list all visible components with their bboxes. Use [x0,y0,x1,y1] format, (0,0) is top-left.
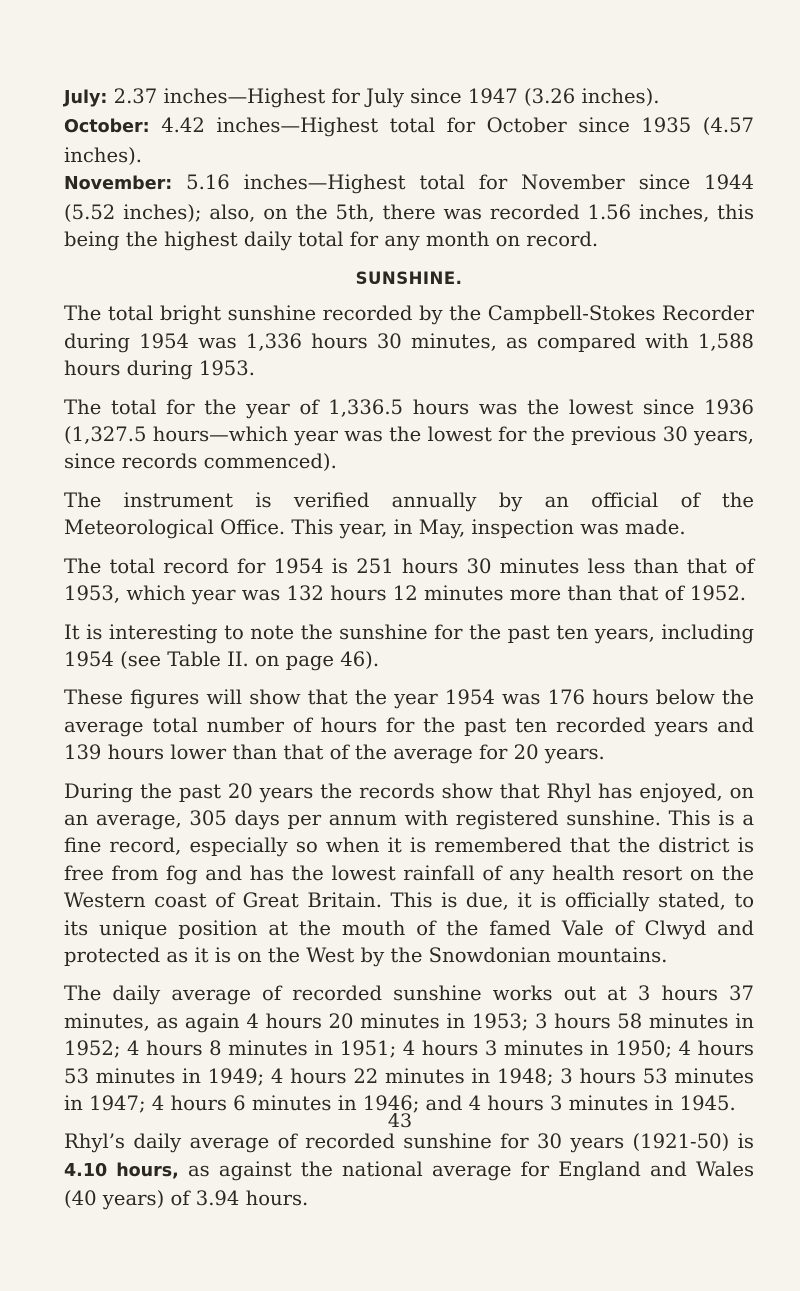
month-label: November: [64,174,173,195]
rainfall-note-july [64,83,754,112]
month-label: October: [64,117,150,138]
rainfall-note-november [64,169,754,253]
paragraph: The daily average of recorded sunshine works out at 3 hours 37 minutes, as again 4 hours 20 minutes in 1953; 3 hours 58 minutes in 1952; 4 hours 8 minutes in 1951; 4 hours 3 minutes in 1950; 4 hours 53 minutes in 1949; 4 hours 22 minutes in 1948; 3 hours 53 minutes in 1947; 4 hours 6 minutes in 1946; and 4 hours 3 minutes in 1945. [64,982,754,1115]
month-label: July: [64,88,108,108]
rainfall-note-october [64,112,754,169]
paragraph: These figures will show that the year 1954 was 176 hours below the average total number of hours for the past ten recorded years and 139 hours lower than that of the average for 20 years. [64,686,754,765]
rainfall-notes [64,83,754,253]
paragraph: The total bright sunshine recorded by the Campbell-Stokes Recorder during 1954 was 1,336 hours 30 minutes, as compared with 1,588 hours during 1953. [64,302,754,381]
note-text: 2.37 inches—Highest for July since 1947 (3.26 inches). [107,85,660,108]
final-text-after: as against the national average for England and Wales (40 years) of 3.94 hours. [64,1157,755,1211]
note-text: 4.42 inches—Highest total for October since 1935 (4.57 inches). [64,114,754,167]
final-paragraph [64,1128,754,1212]
highlight-value: 4.10 hours, [64,1160,179,1181]
note-text: 5.16 inches—Highest total for November since 1944 (5.52 inches); also, on the 5th, there was recorded 1.56 inches, this being the highest daily total for any month on record. [64,171,754,252]
paragraph: The total for the year of 1,336.5 hours was the lowest since 1936 (1,327.5 hours—which year was the lowest for the previous 30 years, since records commenced). [64,395,754,474]
paragraph: It is interesting to note the sunshine for the past ten years, including 1954 (see Table II. on page 46). [64,620,754,671]
paragraph: The total record for 1954 is 251 hours 30 minutes less than that of 1953, which year was 132 hours 12 minutes more than that of 1952. [64,554,754,606]
paragraph: During the past 20 years the records show that Rhyl has enjoyed, on an average, 305 days per annum with registered sunshine. This is a fine record, especially so when it is remembered that the district is free from fog and has the lowest rainfall of any health resort on the Western coast of Great Britain. This is due, it is officially stated, to its unique position at the mouth of the famed Vale of Clwyd and protected as it is on the West by the Snowdonian mountains. [64,779,754,967]
section-heading: SUNSHINE. [355,269,463,289]
page-number: 43 [387,1110,413,1132]
paragraph: The instrument is verified annually by an official of the Meteorological Office. This year, in May, inspection was made. [64,488,754,540]
final-text-before: Rhyl’s daily average of recorded sunshine for 30 years (1921-50) is [64,1130,754,1154]
